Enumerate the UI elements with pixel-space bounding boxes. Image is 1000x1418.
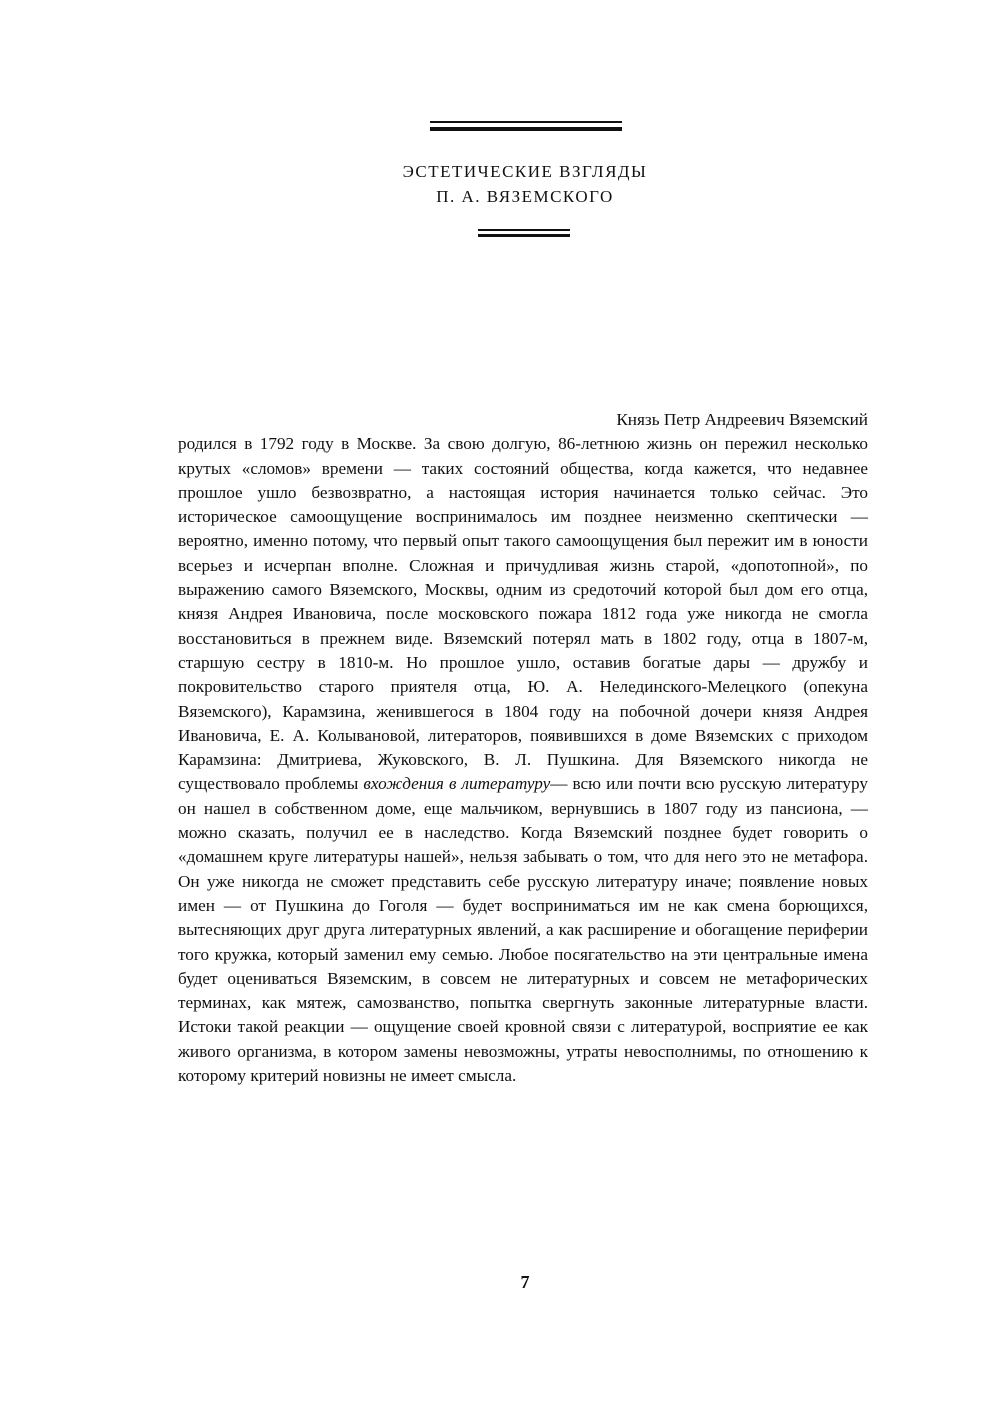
paragraph-first-line: Князь Петр Андреевич Вяземский <box>616 410 868 429</box>
paragraph-text-part-1: родился в 1792 году в Москве. За свою долгую, 86-летнюю жизнь он пережил несколько крутых «сломов» времени — таких состояний общества, когда кажется, что недавнее прошлое ушло безвозвратно, а настоящая история начинается только сейчас. Это историческое самоощущение воспринималось им позднее неизменно скептически — вероятно, именно потому, что первый опыт такого самоощущения был пережит им в юности всерьез и исчерпан вполне. Сложная и причудливая жизнь старой, «допотопной», по выражению самого Вяземского, Москвы, одним из средоточий которой был дом его отца, князя Андрея Ивановича, после московского пожара 1812 года уже никогда не смогла восстановиться в прежнем виде. Вяземский потерял мать в 1802 году, отца в 1807-м, старшую сестру в 1810-м. Но прошлое ушло, оставив богатые дары — дружбу и покровительство старого приятеля отца, Ю. А. Нелединского-Мелецкого (опекуна Вяземского), Карамзина, женившегося в 1804 году на побочной дочери князя Андрея Ивановича, Е. А. Колывановой, литераторов, появившихся в доме Вяземских с приходом Карамзина: Дмитриева, Жуковского, В. Л. Пушкина. Для Вяземского никогда не существовало проблемы <box>178 434 868 794</box>
chapter-title-line-2: П. А. ВЯЗЕМСКОГО <box>436 187 614 206</box>
page-number: 7 <box>520 1272 530 1292</box>
paragraph-italic-phrase: вхождения в литературу <box>363 774 551 794</box>
chapter-title-line-1: ЭСТЕТИЧЕСКИЕ ВЗГЛЯДЫ <box>402 162 648 181</box>
top-rule-thin <box>430 121 622 123</box>
bottom-rule-thick <box>478 234 570 237</box>
bottom-rule-thin <box>478 229 570 231</box>
body-paragraph <box>178 408 868 1088</box>
top-rule-thick <box>430 127 622 131</box>
paragraph-text-part-2: — всю или почти всю русскую литературу он нашел в собственном доме, еще мальчиком, вернувшись в 1807 году из пансиона, — можно сказать, получил ее в наследство. Когда Вяземский позднее будет говорить о «домашнем круге литературы нашей», нельзя забывать о том, что для него это не метафора. Он уже никогда не сможет представить себе русскую литературу иначе; появление новых имен — от Пушкина до Гоголя — будет восприниматься им не как смена борющихся, вытесняющих друг друга литературных явлений, а как расширение и обогащение периферии того кружка, который заменил ему семью. Любое посягательство на эти центральные имена будет оцениваться Вяземским, в совсем не литературных и совсем не метафорических терминах, как мятеж, самозванство, попытка свергнуть законные литературные власти. Истоки такой реакции — ощущение своей кровной связи с литературой, восприятие ее как живого организма, в котором замены невозможны, утраты невосполнимы, по отношению к которому критерий новизны не имеет смысла. <box>178 774 868 1086</box>
